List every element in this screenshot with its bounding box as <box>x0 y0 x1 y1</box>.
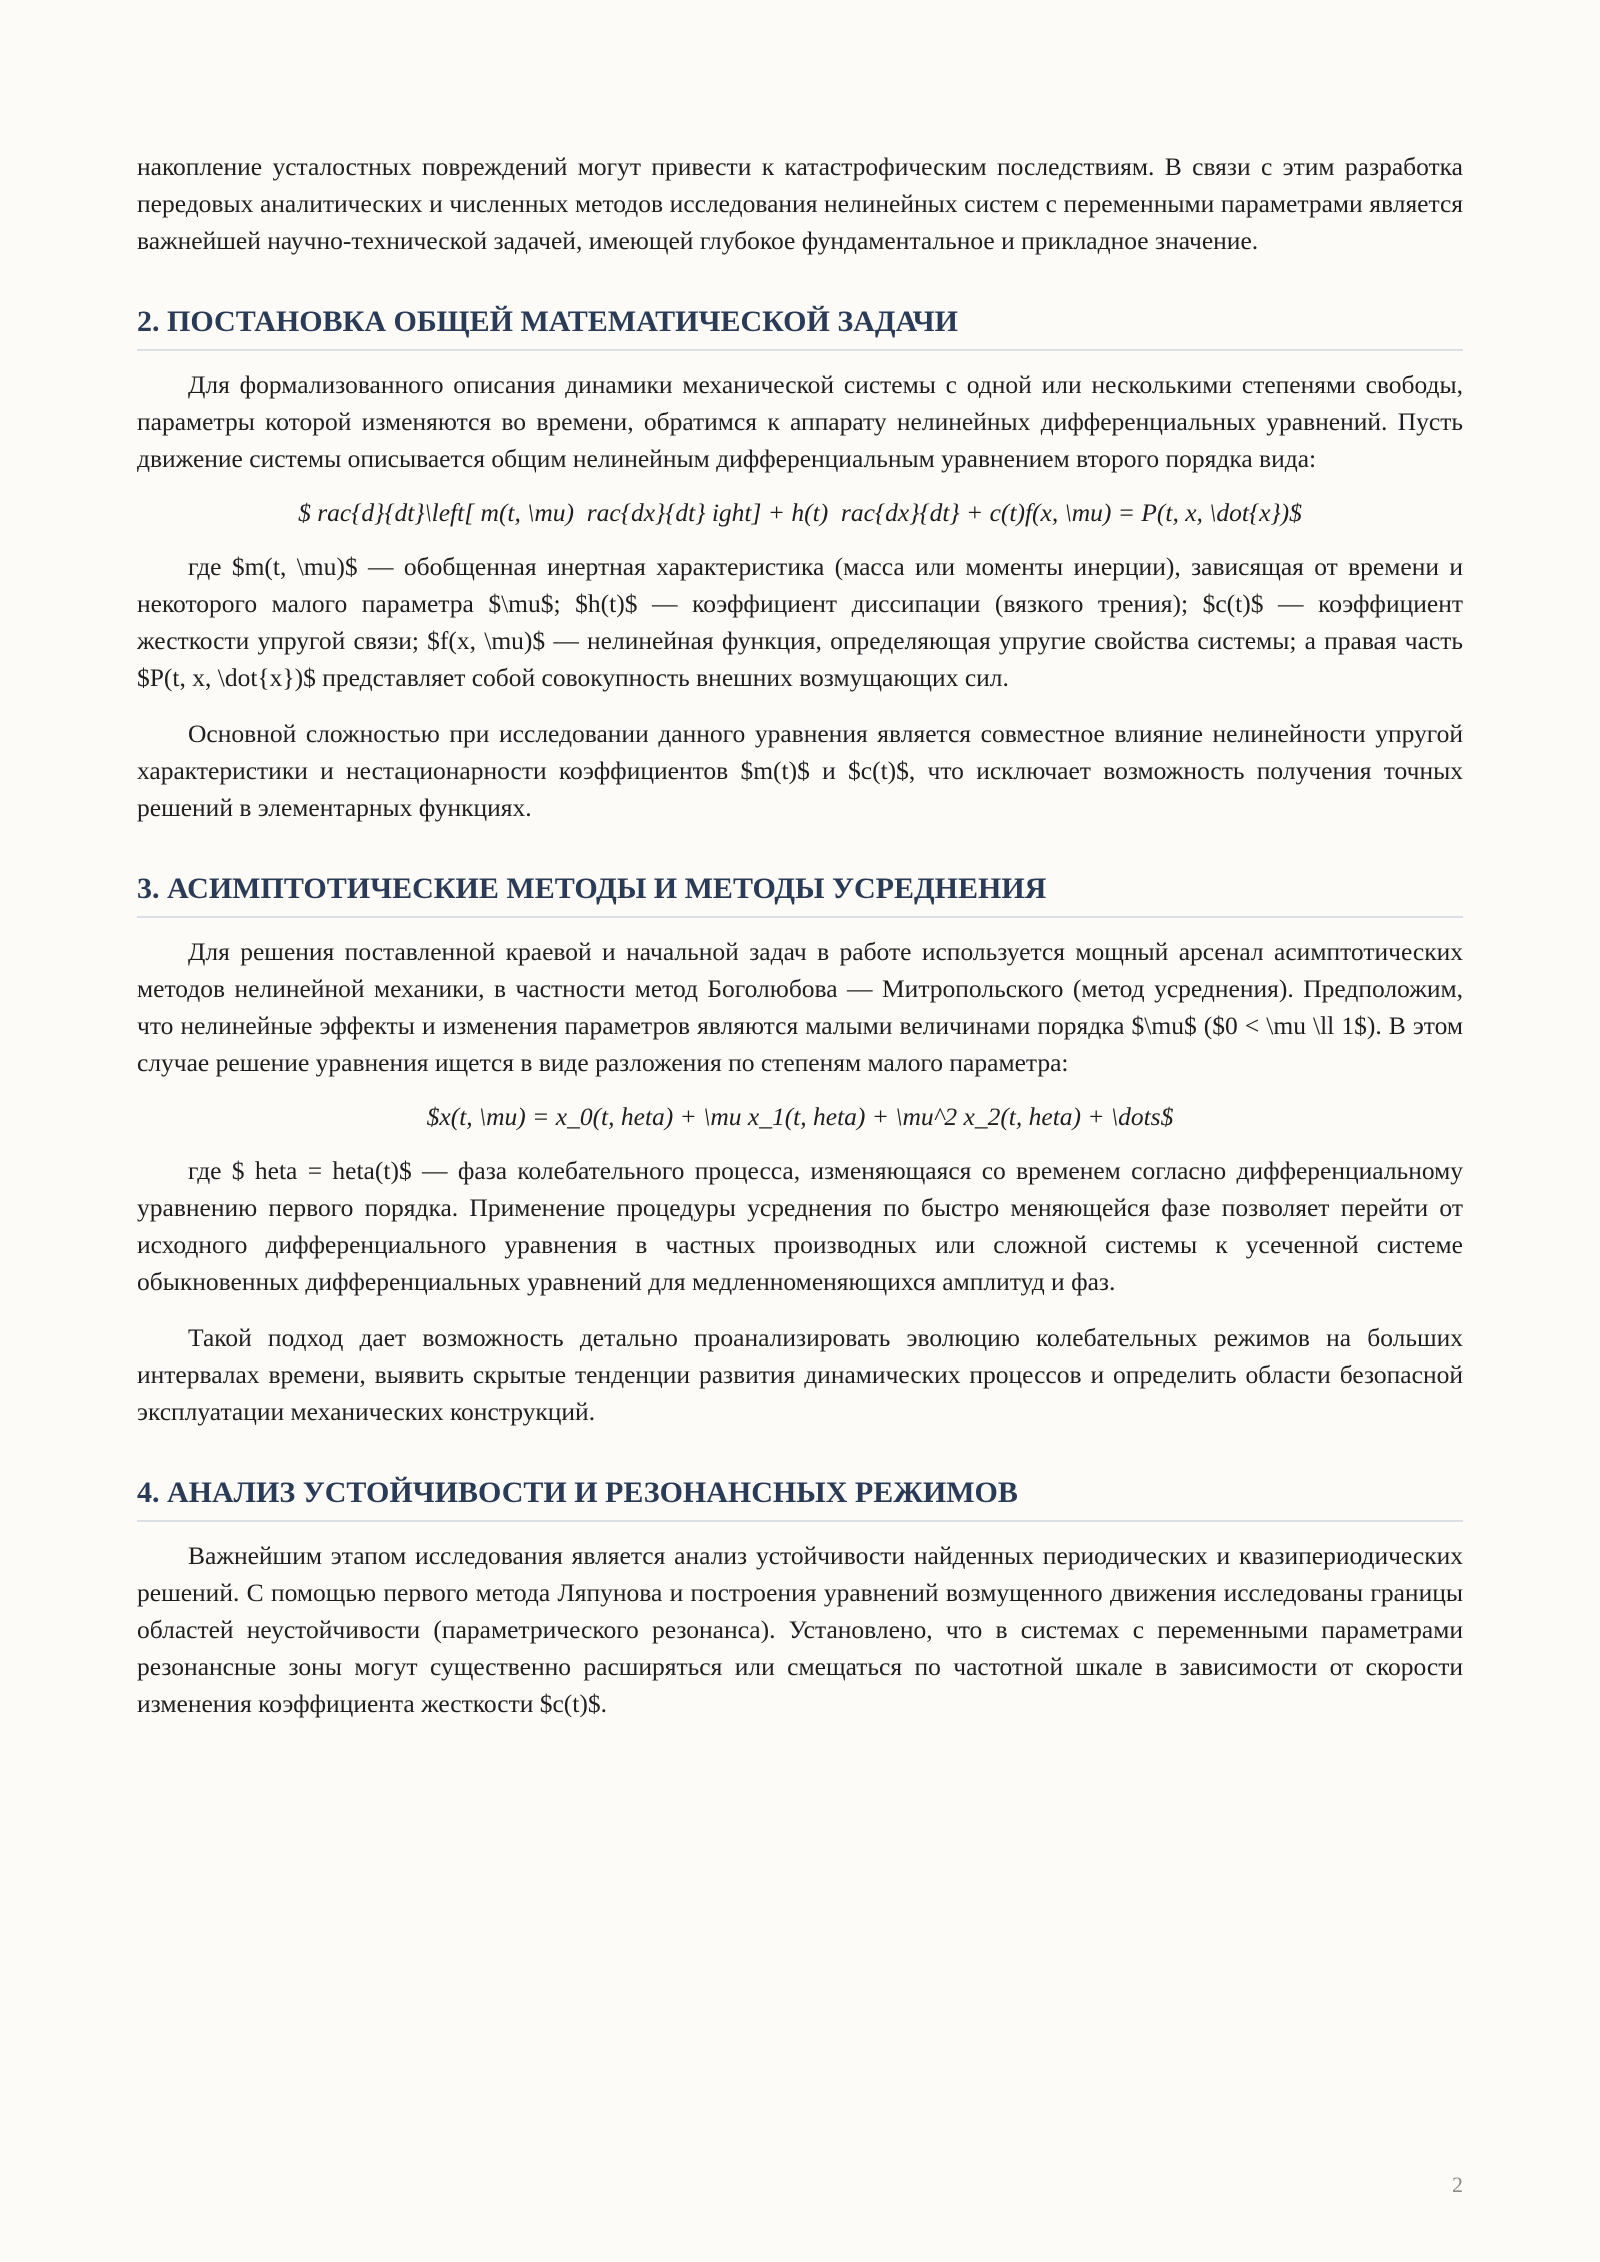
section-4-paragraph-1: Важнейшим этапом исследования является анализ устойчивости найденных периодических и квазипериодических решений. С помощью первого метода Ляпунова и построения уравнений возмущенного движения исследованы границы областей неустойчивости (параметрического резонанса). Установлено, что в системах с переменными параметрами резонансные зоны могут существенно расширяться или смещаться по частотной шкале в зависимости от скорости изменения коэффициента жесткости $c(t)$. <box>137 1541 1463 1718</box>
section-3 <box>137 869 1463 1430</box>
section-2-paragraph-2: где $m(t, \mu)$ — обобщенная инертная характеристика (масса или моменты инерции), зависящая от времени и некоторого малого параметра $\mu$; $h(t)$ — коэффициент диссипации (вязкого трения); $c(t)$ — коэффициент жесткости упругой связи; $f(x, \mu)$ — нелинейная функция, определяющая упругие свойства системы; а правая часть $P(t, x, \dot{x})$ представляет собой совокупность внешних возмущающих сил. <box>137 552 1463 692</box>
section-3-paragraph-2: где $ heta = heta(t)$ — фаза колебательного процесса, изменяющаяся со временем согласно дифференциальному уравнению первого порядка. Применение процедуры усреднения по быстро меняющейся фазе позволяет перейти от исходного дифференциального уравнения в частных производных или сложной системы к усеченной системе обыкновенных дифференциальных уравнений для медленноменяющихся амплитуд и фаз. <box>137 1156 1463 1296</box>
section-2-title: 2. ПОСТАНОВКА ОБЩЕЙ МАТЕМАТИЧЕСКОЙ ЗАДАЧИ <box>137 302 1463 351</box>
page-number: 2 <box>1452 2172 1463 2197</box>
section-2 <box>137 302 1463 826</box>
section-3-title: 3. АСИМПТОТИЧЕСКИЕ МЕТОДЫ И МЕТОДЫ УСРЕДНЕНИЯ <box>137 869 1463 918</box>
section-2-paragraph-3: Основной сложностью при исследовании данного уравнения является совместное влияние нелинейности упругой характеристики и нестационарности коэффициентов $m(t)$ и $c(t)$, что исключает возможность получения точных решений в элементарных функциях. <box>137 719 1463 822</box>
section-4-title: 4. АНАЛИЗ УСТОЙЧИВОСТИ И РЕЗОНАНСНЫХ РЕЖИМОВ <box>137 1473 1463 1522</box>
section-3-paragraph-3: Такой подход дает возможность детально проанализировать эволюцию колебательных режимов на больших интервалах времени, выявить скрытые тенденции развития динамических процессов и определить области безопасной эксплуатации механических конструкций. <box>137 1323 1463 1426</box>
intro-continuation-paragraph: накопление усталостных повреждений могут привести к катастрофическим последствиям. В связи с этим разработка передовых аналитических и численных методов исследования нелинейных систем с переменными параметрами является важнейшей научно-технической задачей, имеющей глубокое фундаментальное и прикладное значение. <box>137 152 1463 255</box>
section-3-paragraph-1: Для решения поставленной краевой и начальной задач в работе используется мощный арсенал асимптотических методов нелинейной механики, в частности метод Боголюбова — Митропольского (метод усреднения). Предположим, что нелинейные эффекты и изменения параметров являются малыми величинами порядка $\mu$ ($0 < \mu \ll 1$). В этом случае решение уравнения ищется в виде разложения по степеням малого параметра: <box>137 937 1463 1077</box>
page-content <box>137 148 1463 1722</box>
section-3-formula: $x(t, \mu) = x_0(t, heta) + \mu x_1(t, heta) + \mu^2 x_2(t, heta) + \dots$ <box>426 1102 1174 1131</box>
section-2-formula: $ rac{d}{dt}\left[ m(t, \mu) rac{dx}{dt} ight] + h(t) rac{dx}{dt} + c(t)f(x, \mu) = P(t, x, \dot{x})$ <box>298 498 1302 527</box>
section-2-paragraph-1: Для формализованного описания динамики механической системы с одной или несколькими степенями свободы, параметры которой изменяются во времени, обратимся к аппарату нелинейных дифференциальных уравнений. Пусть движение системы описывается общим нелинейным дифференциальным уравнением второго порядка вида: <box>137 370 1463 473</box>
section-4 <box>137 1473 1463 1722</box>
